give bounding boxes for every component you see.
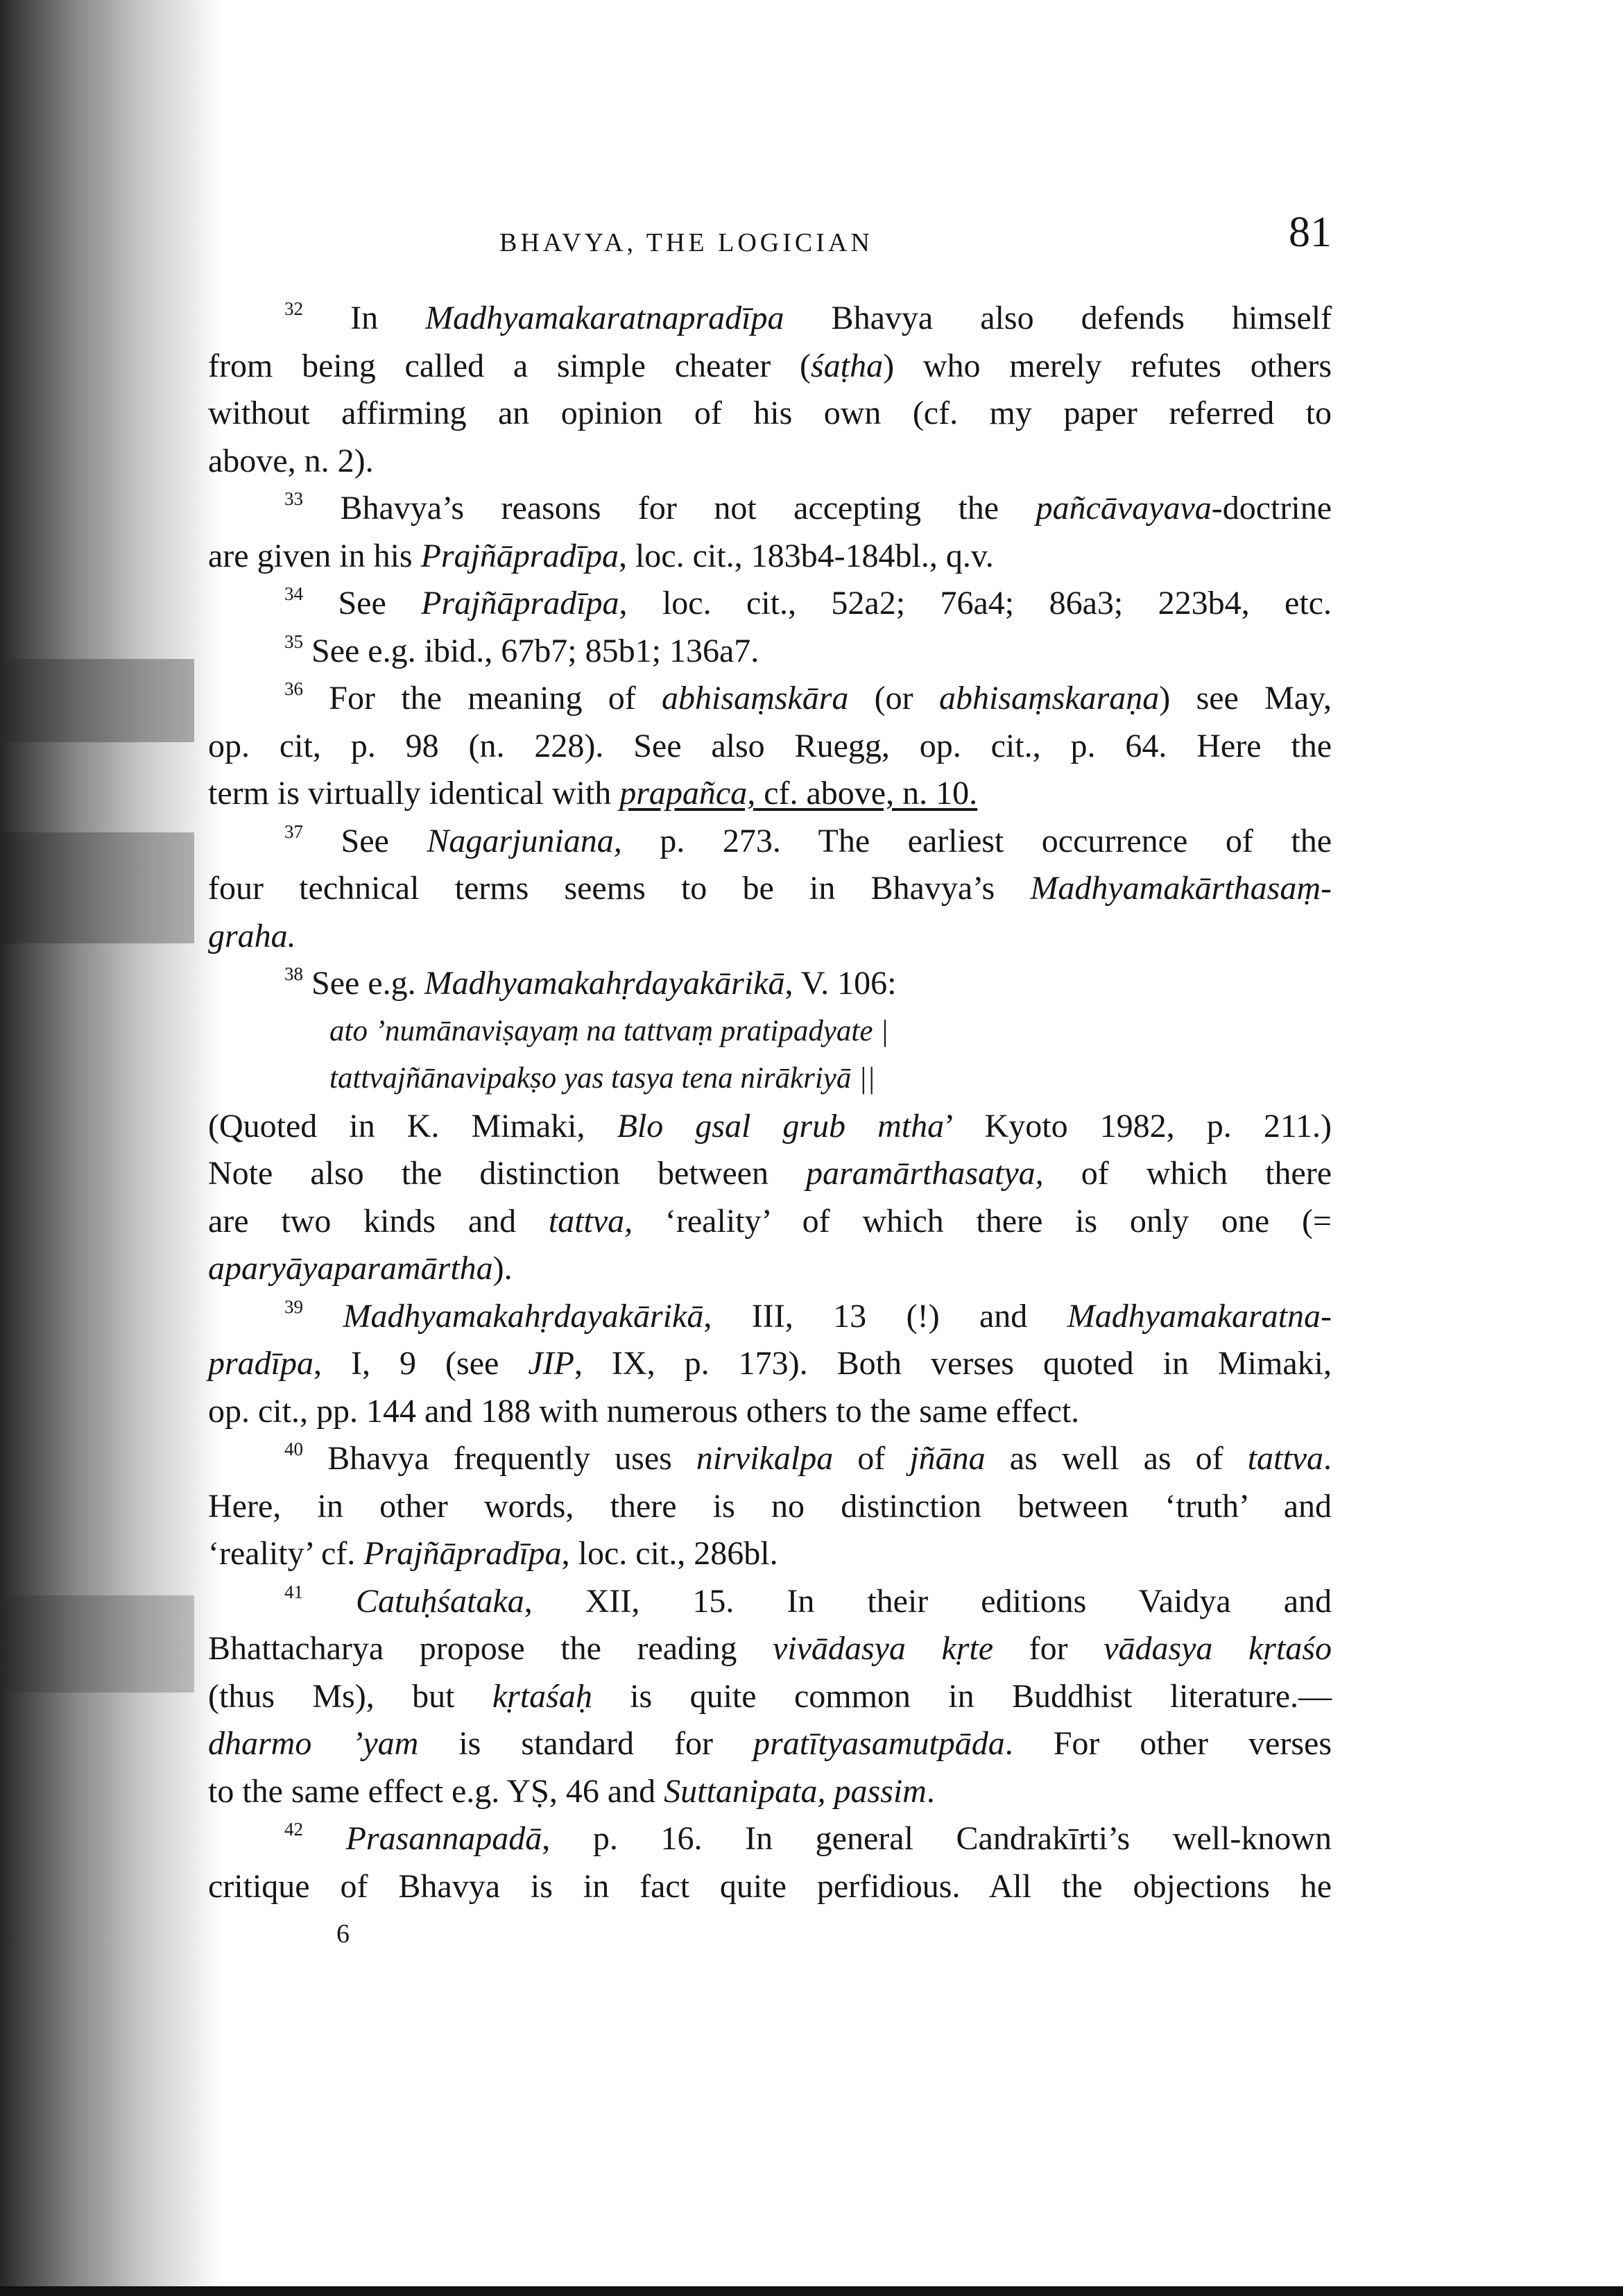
- gutter-band: [0, 832, 194, 943]
- note-38-line-2: (Quoted in K. Mimaki, Blo gsal grub mtha’ Kyoto 1982, p. 211.): [208, 1107, 1332, 1145]
- note-37-line-3: graha.: [208, 917, 296, 954]
- note-number: 33: [284, 488, 303, 509]
- note-39-line-3: op. cit., pp. 144 and 188 with numerous others to the same effect.: [208, 1392, 1080, 1430]
- signature-mark: 6: [336, 1919, 350, 1948]
- note-38-line-4: are two kinds and tattva, ‘reality’ of which there is only one (=: [208, 1202, 1332, 1240]
- note-39-line-2: pradīpa, I, 9 (see JIP, IX, p. 173). Both verses quoted in Mimaki,: [208, 1345, 1332, 1382]
- note-number: 40: [284, 1439, 303, 1459]
- note-34-line-1: $^{34}$ See Prajñāpradīpa, loc. cit., 52a2; 76a4; 86a3; 223b4, etc.: [284, 583, 1332, 622]
- bottom-edge-rule: [0, 2286, 1623, 2296]
- note-number: 41: [284, 1581, 303, 1602]
- note-36-line-2: op. cit, p. 98 (n. 228). See also Ruegg, op. cit., p. 64. Here the: [208, 727, 1332, 764]
- note-37-line-2: four technical terms seems to be in Bhavya’s Madhyamakārthasaṃ-: [208, 870, 1332, 907]
- note-38-line-1: $^{38}$ See e.g. Madhyamakahṛdayakārikā, V. 106:: [284, 963, 897, 1002]
- note-37-line-1: $^{37}$ See Nagarjuniana, p. 273. The earliest occurrence of the: [284, 821, 1332, 859]
- handwritten-underline: prapañca, cf. above, n. 10.: [619, 775, 978, 812]
- note-36-line-1: $^{36}$ For the meaning of abhisaṃskāra (or abhisaṃskaraṇa) see May,: [284, 678, 1332, 717]
- note-32-line-2: from being called a simple cheater (śaṭha) who merely refutes others: [208, 347, 1332, 384]
- gutter-band: [0, 659, 194, 742]
- note-number: 42: [284, 1819, 303, 1840]
- note-41-line-5: to the same effect e.g. YṢ, 46 and Suttanipata, passim.: [208, 1772, 935, 1810]
- note-number: 39: [284, 1296, 303, 1317]
- note-39-line-1: $^{39}$ Madhyamakahṛdayakārikā, III, 13 (!) and Madhyamakaratna-: [284, 1296, 1332, 1335]
- note-40-line-1: $^{40}$ Bhavya frequently uses nirvikalpa of jñāna as well as of tattva.: [284, 1439, 1332, 1477]
- note-38-verse-1: ato ’numānaviṣayaṃ na tattvaṃ pratipadyate |: [329, 1014, 889, 1047]
- note-33-line-1: $^{33}$ Bhavya’s reasons for not accepting the pañcāvayava-doctrine: [284, 488, 1332, 526]
- book-gutter-shadow: [0, 0, 222, 2296]
- note-41-line-1: $^{41}$ Catuḥśataka, XII, 15. In their editions Vaidya and: [284, 1581, 1332, 1620]
- note-40-line-2: Here, in other words, there is no distinction between ‘truth’ and: [208, 1487, 1332, 1525]
- running-title: BHAVYA, THE LOGICIAN: [499, 228, 873, 257]
- note-36-line-3: term is virtually identical with prapañca, cf. above, n. 10.: [208, 775, 978, 812]
- note-32-line-3: without affirming an opinion of his own (cf. my paper referred to: [208, 395, 1332, 431]
- note-number: 37: [284, 821, 303, 842]
- note-41-line-4: dharmo ’yam is standard for pratītyasamutpāda. For other verses: [208, 1725, 1332, 1762]
- page-header: [208, 208, 1332, 271]
- note-32-line-1: $^{32}$ In Madhyamakaratnapradīpa Bhavya also defends himself: [284, 298, 1332, 336]
- gutter-band: [0, 1595, 194, 1693]
- note-38-line-3: Note also the distinction between paramārthasatya, of which there: [208, 1155, 1332, 1192]
- note-number: 34: [284, 583, 303, 604]
- footnotes-body: [208, 295, 1332, 1958]
- note-number: 36: [284, 678, 303, 699]
- page-number: 81: [1289, 209, 1332, 256]
- note-40-line-3: ‘reality’ cf. Prajñāpradīpa, loc. cit., 286bl.: [208, 1535, 778, 1572]
- note-number: 32: [284, 298, 303, 319]
- note-38-verse-2: tattvajñānavipakṣo yas tasya tena nirākriyā ||: [329, 1062, 875, 1095]
- note-number: 38: [284, 963, 303, 984]
- note-38-line-5: aparyāyaparamārtha).: [208, 1250, 513, 1287]
- note-33-line-2: are given in his Prajñāpradīpa, loc. cit., 183b4-184bl., q.v.: [208, 537, 994, 574]
- note-42-line-1: $^{42}$ Prasannapadā, p. 16. In general Candrakīrti’s well-known: [284, 1819, 1332, 1857]
- note-42-line-2: critique of Bhavya is in fact quite perfidious. All the objections he: [208, 1867, 1332, 1905]
- note-35-line-1: $^{35}$ See e.g. ibid., 67b7; 85b1; 136a7.: [284, 631, 759, 669]
- note-number: 35: [284, 631, 303, 652]
- note-32-line-4: above, n. 2).: [208, 442, 374, 479]
- note-41-line-2: Bhattacharya propose the reading vivādasya kṛte for vādasya kṛtaśo: [208, 1630, 1332, 1667]
- note-41-line-3: (thus Ms), but kṛtaśaḥ is quite common in Buddhist literature.—: [208, 1677, 1332, 1715]
